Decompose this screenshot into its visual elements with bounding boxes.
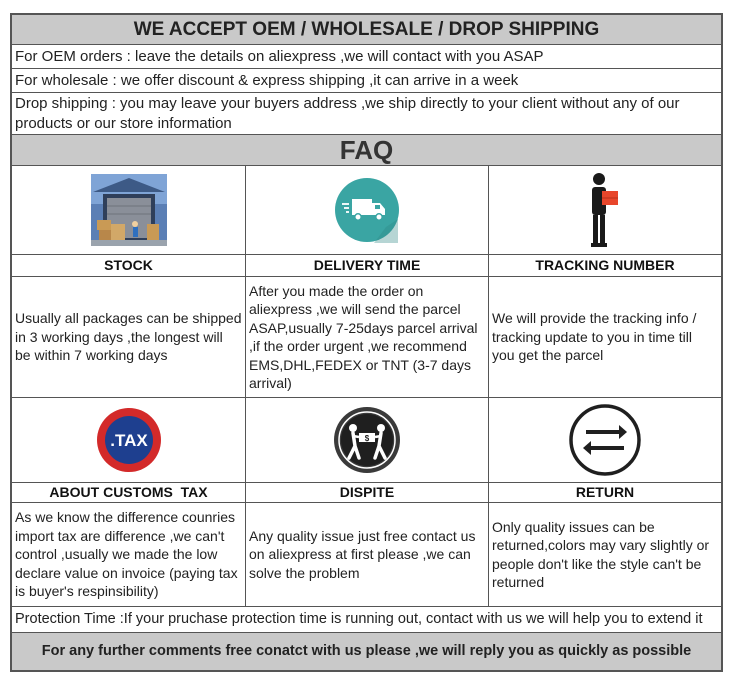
row1-texts — [12, 277, 721, 398]
dispute-icon — [333, 406, 401, 474]
header-title: WE ACCEPT OEM / WHOLESALE / DROP SHIPPING — [12, 15, 721, 45]
return-arrows-icon — [569, 404, 641, 476]
tracking-number-label: TRACKING NUMBER — [535, 257, 675, 273]
row1-icons — [12, 166, 721, 255]
row1-labels — [12, 255, 721, 277]
faq-title: FAQ — [12, 135, 721, 166]
info-table — [10, 13, 723, 672]
tax-sign-icon — [96, 407, 162, 473]
tax-sign-text: .TAX — [109, 431, 148, 450]
return-icon-cell — [489, 398, 721, 482]
stock-label: STOCK — [12, 255, 246, 276]
warehouse-icon — [91, 174, 167, 246]
row2-icons — [12, 398, 721, 483]
tracking-icon-cell — [489, 166, 721, 254]
svg-text:$: $ — [364, 434, 370, 443]
row2-texts — [12, 503, 721, 607]
wholesale-line: For wholesale : we offer discount & express shipping ,it can arrive in a week — [12, 69, 721, 93]
return-text: Only quality issues can be returned,colors may vary slightly or people don't like the style can't be returned — [492, 518, 710, 590]
return-label: RETURN — [575, 484, 635, 500]
oem-line: For OEM orders : leave the details on aliexpress ,we will contact with you ASAP — [12, 45, 721, 69]
dispute-icon-cell — [246, 398, 489, 482]
delivery-truck-icon — [334, 177, 400, 243]
tracking-number-text: We will provide the tracking info / tracking update to you in time till you get the parcel — [492, 310, 697, 364]
customs-tax-text: As we know the difference counries import tax are difference ,we can't control ,usually we made the low declare value on invoice (paying tax is buyer's respinsibility) — [12, 503, 246, 606]
delivery-time-label: DELIVERY TIME — [246, 255, 489, 276]
stock-text: Usually all packages can be shipped in 3 working days ,the longest will be within 7 working days — [12, 277, 246, 397]
dispute-label: DISPITE — [246, 483, 489, 502]
footer-note: For any further comments free conatct with us please ,we will reply you as quickly as possible — [12, 633, 721, 670]
stock-icon-cell — [12, 166, 246, 254]
delivery-icon-cell — [246, 166, 489, 254]
delivery-time-text: After you made the order on aliexpress ,we will send the parcel ASAP,usually 7-25days parcel arrival ,if the order urgent ,we recommend EMS,DHL,FEDEX or TNT (3-7 days arrival) — [246, 277, 489, 397]
dispute-text: Any quality issue just free contact us on aliexpress at first please ,we can solve the problem — [246, 503, 489, 606]
courier-person-icon — [585, 171, 625, 249]
protection-time-line: Protection Time :If your pruchase protection time is running out, contact with us we will help you to extend it — [12, 607, 721, 633]
row2-labels — [12, 483, 721, 503]
customs-tax-label: ABOUT CUSTOMS TAX — [12, 483, 246, 502]
dropshipping-line: Drop shipping : you may leave your buyers address ,we ship directly to your client without any of our products or our store information — [12, 93, 721, 135]
tax-icon-cell — [12, 398, 246, 482]
